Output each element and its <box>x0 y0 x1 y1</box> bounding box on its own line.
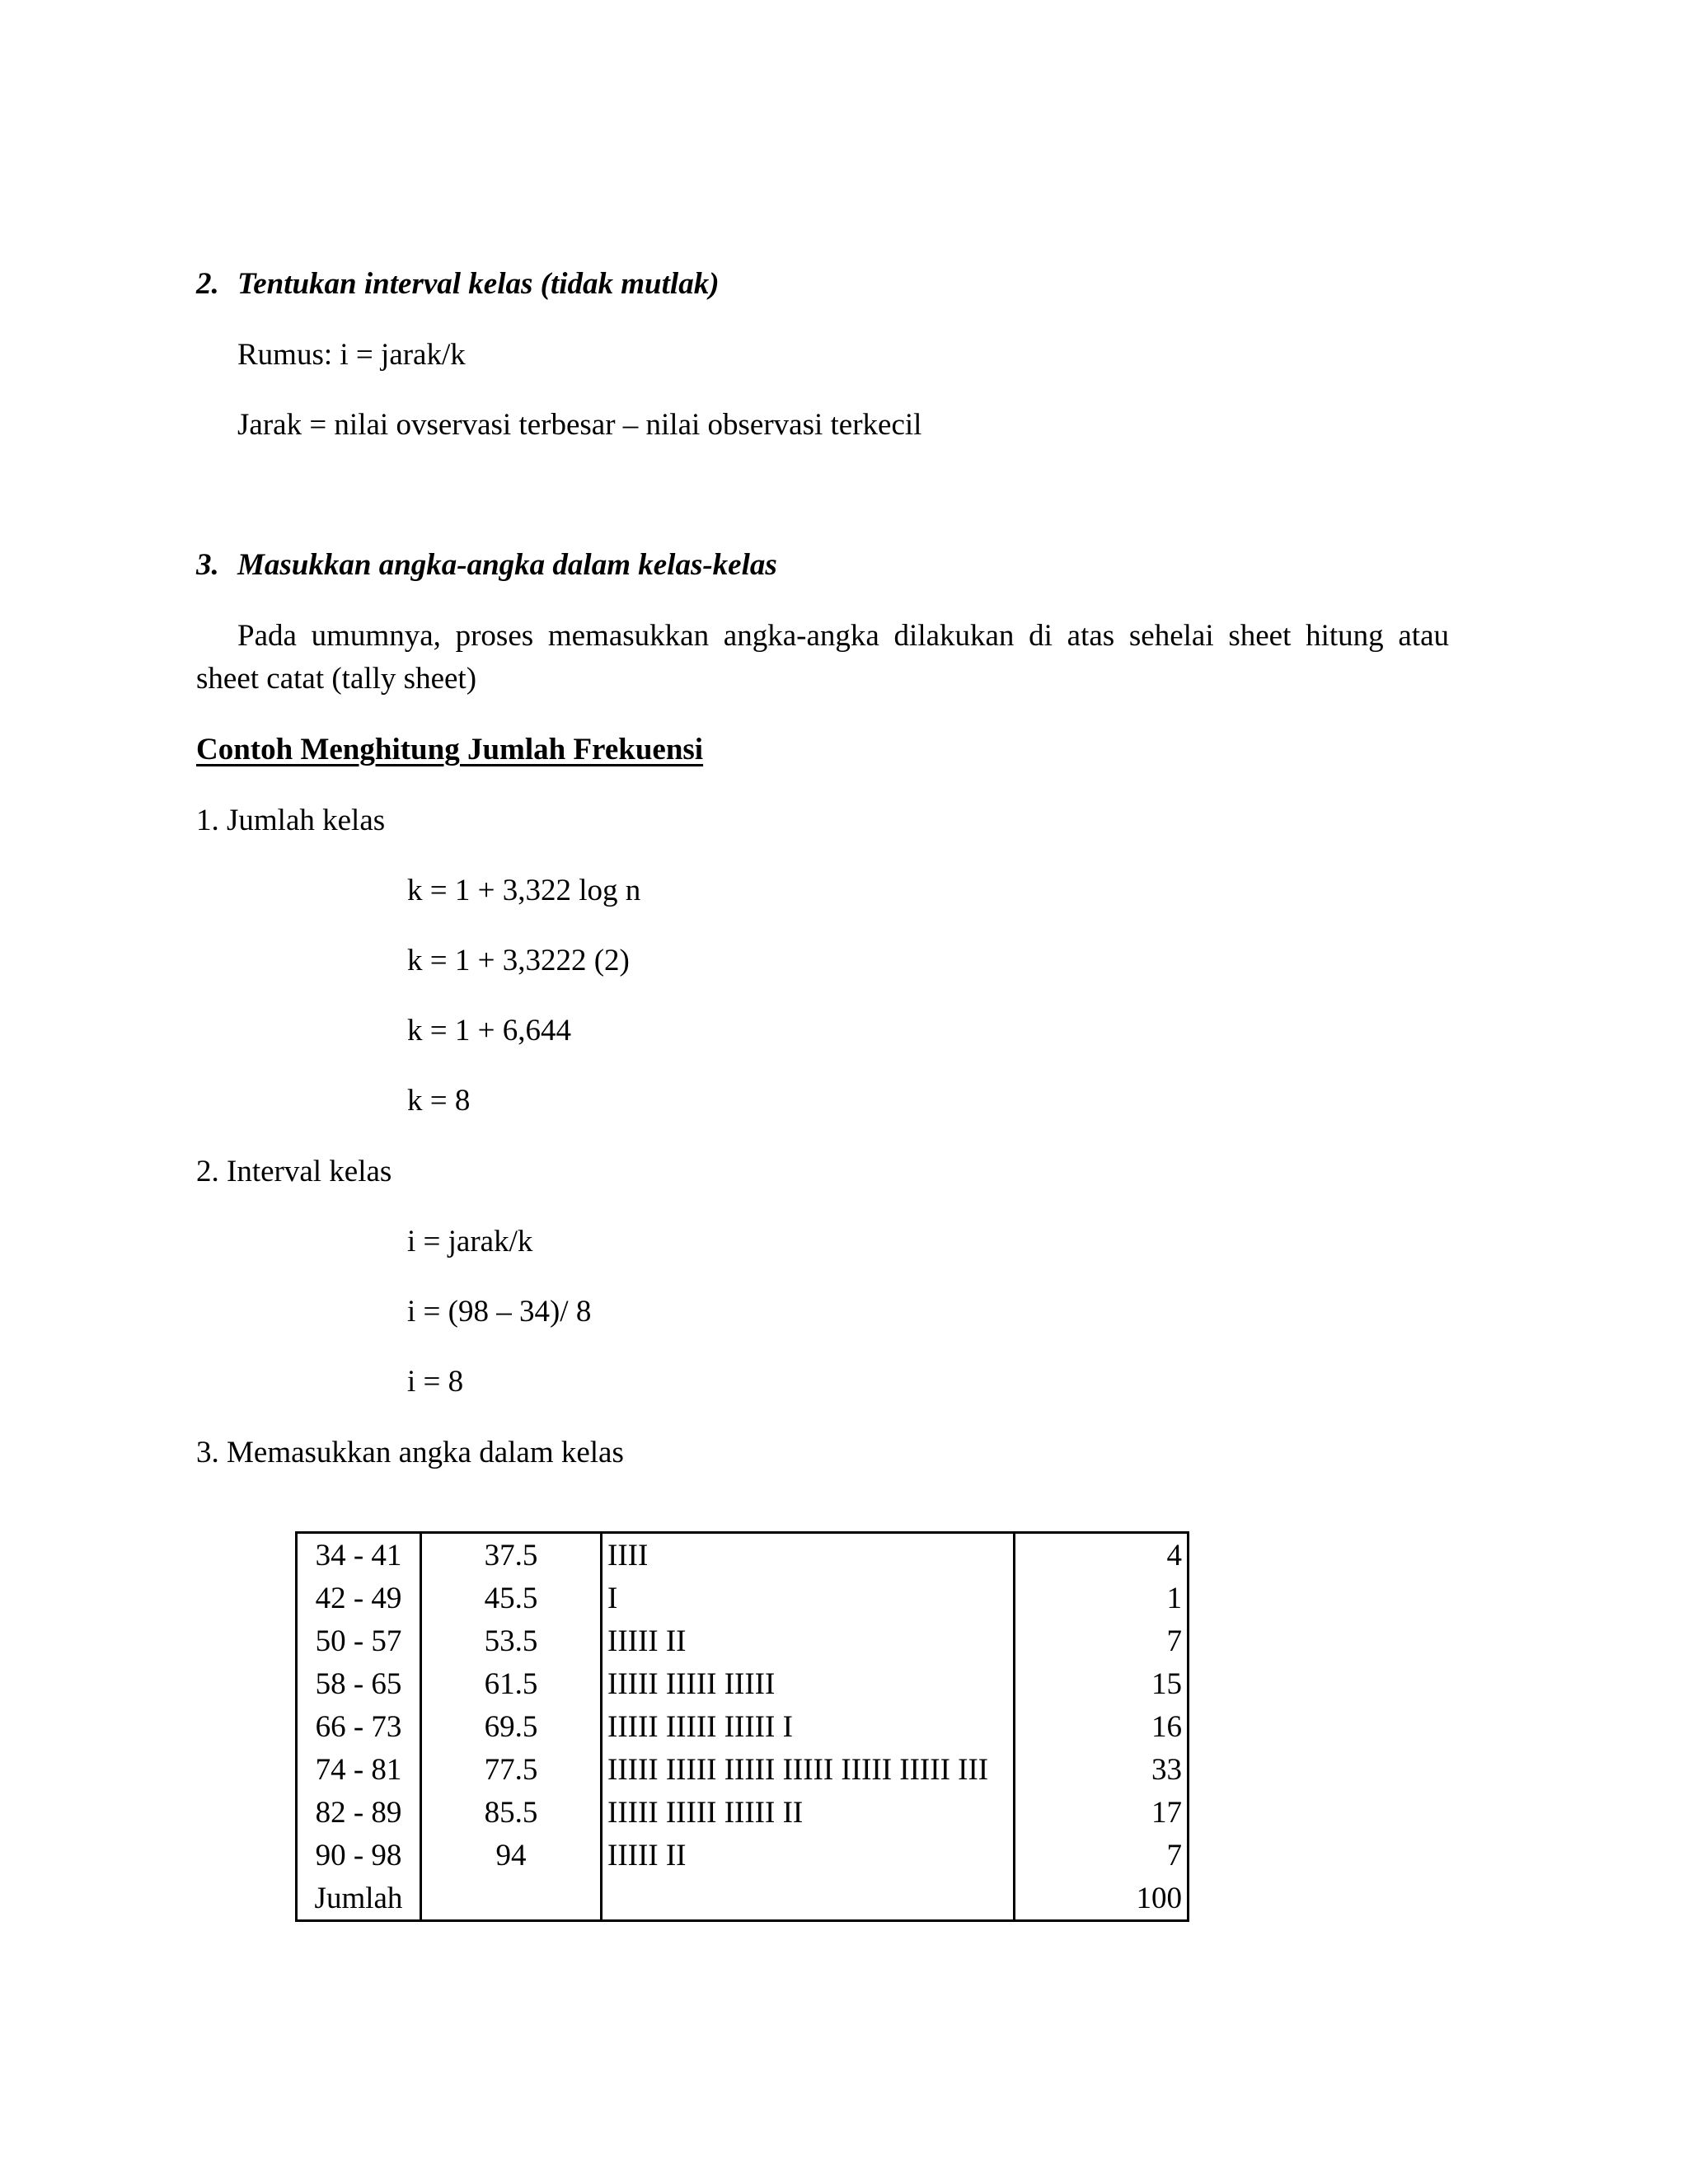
tally-cell: IIIII IIIII IIIII <box>602 1662 1015 1705</box>
frequency-cell: 1 <box>1015 1577 1189 1619</box>
tally-cell: IIIII IIIII IIIII II <box>602 1791 1015 1834</box>
frequency-table <box>295 1531 1189 1922</box>
interval-cell: 34 - 41 <box>297 1533 421 1577</box>
section-2-title: Tentukan interval kelas (tidak mutlak) <box>237 267 720 301</box>
step-1-formula-4: k = 8 <box>407 1084 471 1118</box>
section-2-number: 2. <box>196 267 219 301</box>
table-row <box>297 1662 1189 1705</box>
frequency-cell: 7 <box>1015 1619 1189 1662</box>
midpoint-cell: 77.5 <box>421 1748 602 1791</box>
midpoint-cell: 53.5 <box>421 1619 602 1662</box>
total-label-cell: Jumlah <box>297 1877 421 1921</box>
paragraph-line-1: Pada umumnya, proses memasukkan angka-angka dilakukan di atas sehelai sheet hitung atau <box>237 619 1449 653</box>
step-1-formula-1: k = 1 + 3,322 log n <box>407 874 641 907</box>
midpoint-cell: 61.5 <box>421 1662 602 1705</box>
step-2-formula-3: i = 8 <box>407 1365 464 1399</box>
step-1-label: 1. Jumlah kelas <box>196 804 386 837</box>
section-3-title: Masukkan angka-angka dalam kelas-kelas <box>237 548 777 582</box>
midpoint-cell: 45.5 <box>421 1577 602 1619</box>
frequency-cell: 17 <box>1015 1791 1189 1834</box>
interval-cell: 50 - 57 <box>297 1619 421 1662</box>
empty-cell <box>421 1877 602 1921</box>
step-1-formula-3: k = 1 + 6,644 <box>407 1014 571 1047</box>
midpoint-cell: 37.5 <box>421 1533 602 1577</box>
paragraph-line-2: sheet catat (tally sheet) <box>196 662 477 696</box>
section-3-heading <box>196 550 777 580</box>
empty-cell <box>602 1877 1015 1921</box>
interval-cell: 74 - 81 <box>297 1748 421 1791</box>
table-total-row <box>297 1877 1189 1921</box>
interval-cell: 42 - 49 <box>297 1577 421 1619</box>
frequency-cell: 15 <box>1015 1662 1189 1705</box>
table-row <box>297 1748 1189 1791</box>
frequency-cell: 4 <box>1015 1533 1189 1577</box>
step-3-label: 3. Memasukkan angka dalam kelas <box>196 1436 624 1469</box>
rumus-line: Rumus: i = jarak/k <box>237 338 466 372</box>
table-row <box>297 1577 1189 1619</box>
section-2-heading <box>196 269 720 299</box>
section-3-number: 3. <box>196 548 219 582</box>
tally-cell: IIII <box>602 1533 1015 1577</box>
midpoint-cell: 94 <box>421 1834 602 1877</box>
tally-cell: I <box>602 1577 1015 1619</box>
frequency-cell: 16 <box>1015 1705 1189 1748</box>
tally-cell: IIIII IIIII IIIII IIIII IIIII IIIII III <box>602 1748 1015 1791</box>
tally-cell: IIIII II <box>602 1619 1015 1662</box>
interval-cell: 82 - 89 <box>297 1791 421 1834</box>
step-2-label: 2. Interval kelas <box>196 1155 392 1188</box>
example-title: Contoh Menghitung Jumlah Frekuensi <box>196 733 704 766</box>
table-row <box>297 1791 1189 1834</box>
table-row <box>297 1705 1189 1748</box>
frequency-cell: 7 <box>1015 1834 1189 1877</box>
midpoint-cell: 69.5 <box>421 1705 602 1748</box>
interval-cell: 66 - 73 <box>297 1705 421 1748</box>
step-2-formula-2: i = (98 – 34)/ 8 <box>407 1295 592 1329</box>
jarak-line: Jarak = nilai ovservasi terbesar – nilai observasi terkecil <box>237 408 922 442</box>
table-row <box>297 1533 1189 1577</box>
step-2-formula-1: i = jarak/k <box>407 1225 533 1258</box>
midpoint-cell: 85.5 <box>421 1791 602 1834</box>
table-row <box>297 1619 1189 1662</box>
frequency-cell: 33 <box>1015 1748 1189 1791</box>
table-row <box>297 1834 1189 1877</box>
interval-cell: 58 - 65 <box>297 1662 421 1705</box>
step-1-formula-2: k = 1 + 3,3222 (2) <box>407 944 630 977</box>
interval-cell: 90 - 98 <box>297 1834 421 1877</box>
tally-cell: IIIII II <box>602 1834 1015 1877</box>
total-value-cell: 100 <box>1015 1877 1189 1921</box>
tally-cell: IIIII IIIII IIIII I <box>602 1705 1015 1748</box>
